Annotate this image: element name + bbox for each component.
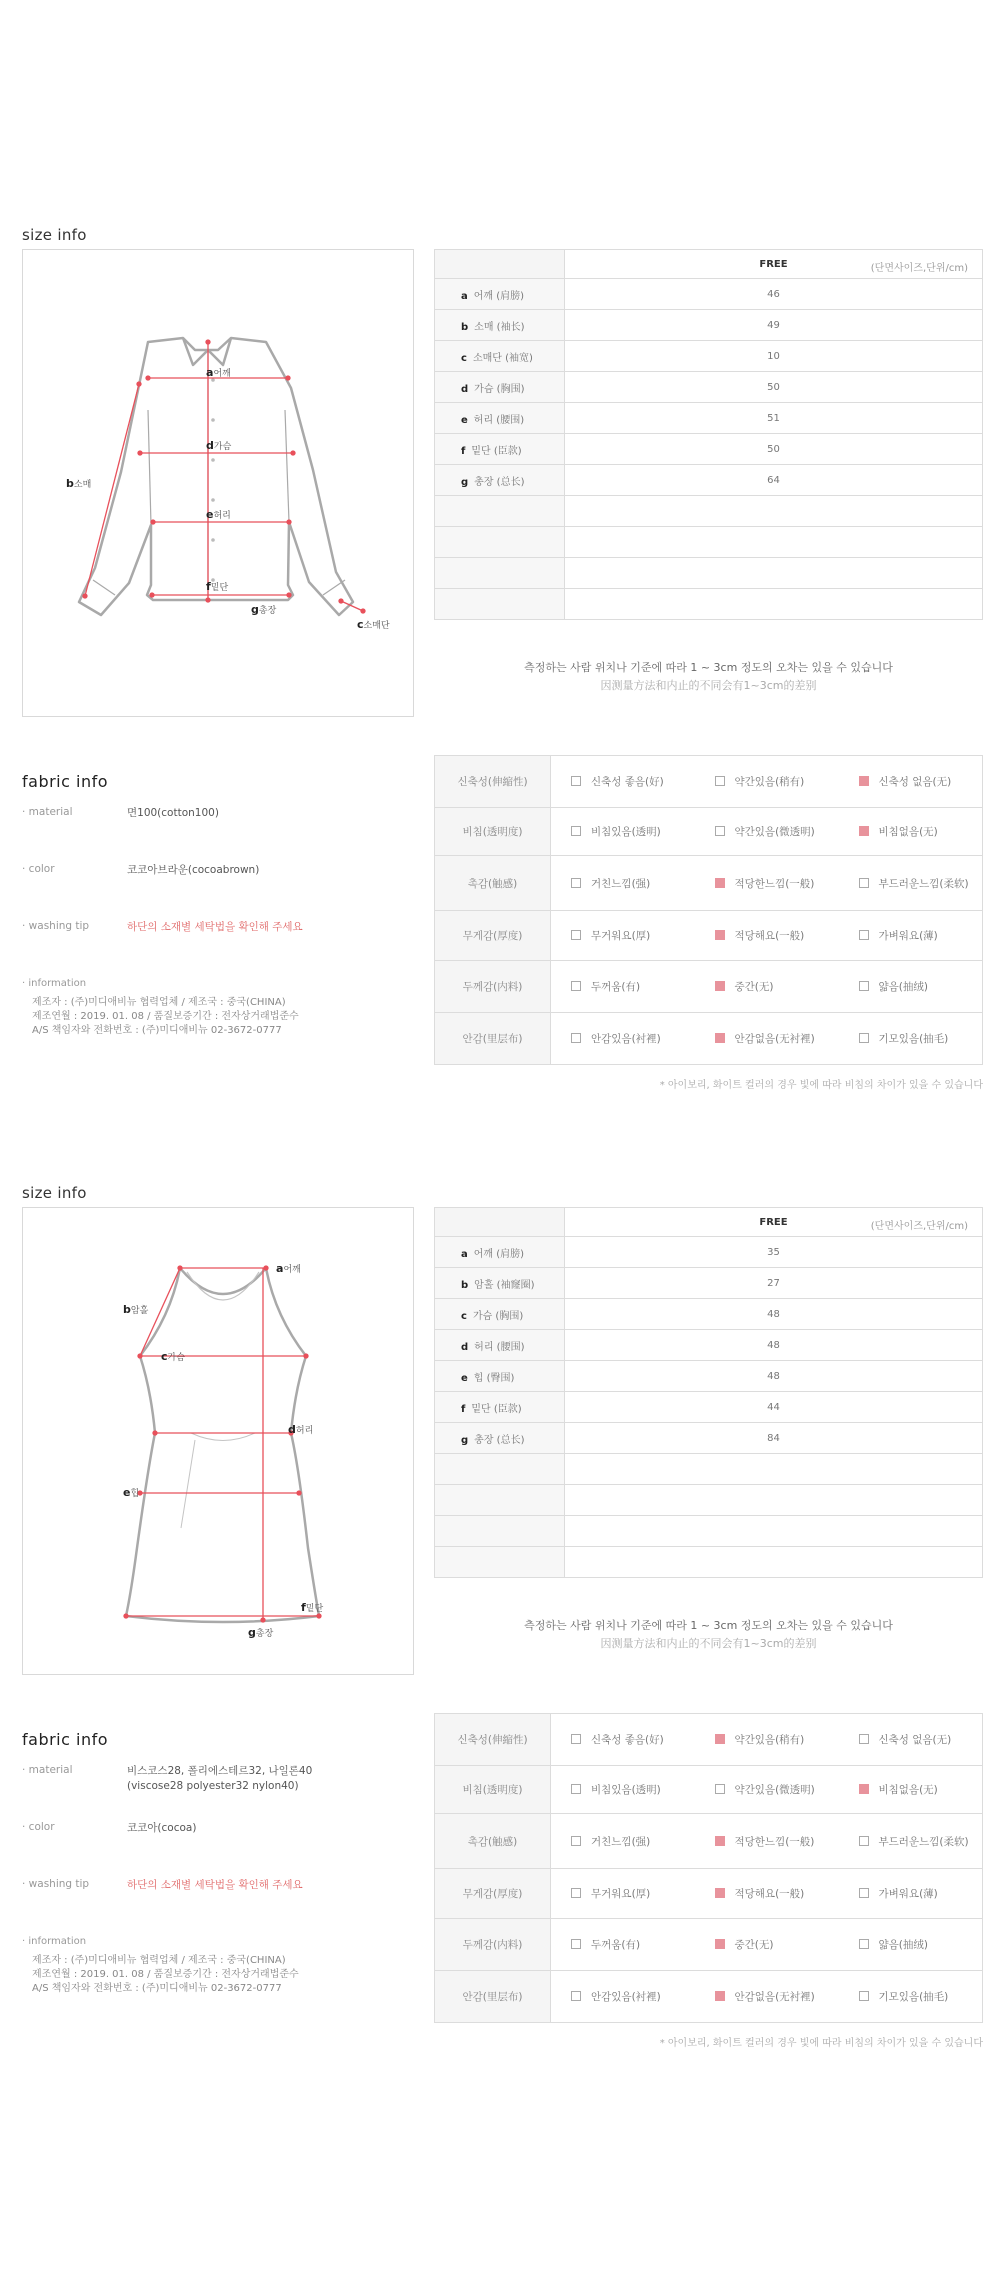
size-row-empty bbox=[435, 496, 983, 527]
size-table-header bbox=[435, 1208, 983, 1237]
fabric-row: 두께감(内料) 두꺼움(有) 중간(无) 얇음(抽绒) bbox=[435, 961, 983, 1013]
fabric-row: 신축성(伸縮性) 신축성 좋음(好) 약간있음(稍有) 신축성 없음(无) bbox=[435, 1714, 983, 1766]
fabric-note: * 아이보리, 화이트 컬러의 경우 빛에 따라 비침의 차이가 있을 수 있습니다 bbox=[659, 2038, 983, 2049]
size-row: d 가슴 (胸围) 50 bbox=[435, 372, 983, 403]
dress-size-diagram bbox=[22, 1207, 414, 1675]
checkbox bbox=[859, 1033, 869, 1043]
diagram-label-a: a어깨 bbox=[206, 366, 231, 379]
size-row-empty bbox=[435, 527, 983, 558]
checkbox-checked bbox=[715, 1734, 725, 1744]
size-row: f 밑단 (臣款) 44 bbox=[435, 1392, 983, 1423]
checkbox bbox=[571, 826, 581, 836]
checkbox bbox=[859, 1888, 869, 1898]
size-info-title: size info bbox=[22, 226, 87, 244]
fabric-table bbox=[434, 755, 983, 1065]
size-unit-label: (단면사이즈,단위/cm) bbox=[870, 262, 968, 274]
checkbox bbox=[571, 776, 581, 786]
size-row: e 힙 (臀围) 48 bbox=[435, 1361, 983, 1392]
diagram-label-a: a어깨 bbox=[276, 1262, 301, 1275]
checkbox bbox=[571, 981, 581, 991]
checkbox bbox=[859, 878, 869, 888]
checkbox-checked bbox=[859, 776, 869, 786]
checkbox-checked bbox=[715, 1836, 725, 1846]
fabric-row: 무게감(厚度) 무거워요(厚) 적당해요(一般) 가벼워요(薄) bbox=[435, 911, 983, 961]
checkbox bbox=[571, 1033, 581, 1043]
size-row-empty bbox=[435, 1516, 983, 1547]
diagram-label-b: b암홀 bbox=[123, 1303, 149, 1316]
checkbox bbox=[571, 1939, 581, 1949]
diagram-label-e: e허리 bbox=[206, 508, 231, 521]
size-row: f 밑단 (臣款) 50 bbox=[435, 434, 983, 465]
size-row-empty bbox=[435, 1485, 983, 1516]
checkbox bbox=[571, 930, 581, 940]
size-table bbox=[434, 1207, 983, 1578]
shirt-buttons bbox=[211, 378, 215, 582]
diagram-label-e: e힙 bbox=[123, 1486, 140, 1499]
shirt-outline bbox=[79, 338, 353, 615]
fabric-row: 신축성(伸縮性) 신축성 좋음(好) 약간있음(稍有) 신축성 없음(无) bbox=[435, 756, 983, 808]
size-row-empty bbox=[435, 1454, 983, 1485]
checkbox bbox=[859, 1836, 869, 1846]
fabric-row: 무게감(厚度) 무거워요(厚) 적당해요(一般) 가벼워요(薄) bbox=[435, 1869, 983, 1919]
checkbox bbox=[571, 878, 581, 888]
information-block: · information 제조자 : (주)미디애비뉴 협력업체 / 제조국 : 중국(CHINA) 제조연월 : 2019. 01. 08 / 품질보증기간 : 전자상거래법준수 A/S 책임자와 전화번호 : (주)미디애비뉴 02-3672-0777 bbox=[22, 978, 299, 1036]
checkbox bbox=[715, 826, 725, 836]
measurement-note: 측정하는 사람 위치나 기준에 따라 1 ~ 3cm 정도의 오차는 있을 수 있습니다 因测量方法和内止的不同会有1~3cm的差别 bbox=[524, 661, 893, 692]
size-table-header bbox=[435, 250, 983, 279]
size-row-empty bbox=[435, 589, 983, 620]
size-row-empty bbox=[435, 1547, 983, 1578]
diagram-label-d: d허리 bbox=[288, 1423, 314, 1436]
size-row: a 어깨 (肩膀) 46 bbox=[435, 279, 983, 310]
checkbox bbox=[859, 1734, 869, 1744]
checkbox bbox=[859, 1939, 869, 1949]
material-value: 면100(cotton100) bbox=[127, 807, 219, 819]
fabric-table bbox=[434, 1713, 983, 2023]
color-value: 코코아브라운(cocoabrown) bbox=[127, 864, 260, 876]
checkbox bbox=[715, 776, 725, 786]
information-block: · information 제조자 : (주)미디애비뉴 협력업체 / 제조국 : 중국(CHINA) 제조연월 : 2019. 01. 08 / 품질보증기간 : 전자상거래법준수 A/S 책임자와 전화번호 : (주)미디애비뉴 02-3672-0777 bbox=[22, 1936, 299, 1994]
material-value: 비스코스28, 폴리에스테르32, 나일론40 (viscose28 polyester32 nylon40) bbox=[127, 1765, 313, 1792]
diagram-label-c: c소매단 bbox=[357, 618, 390, 631]
checkbox-checked bbox=[715, 1939, 725, 1949]
size-row: e 허리 (腰围) 51 bbox=[435, 403, 983, 434]
size-table bbox=[434, 249, 983, 620]
diagram-label-f: f밑단 bbox=[301, 1601, 324, 1614]
size-row: c 가슴 (胸围) 48 bbox=[435, 1299, 983, 1330]
fabric-row: 비침(透明度) 비침있음(透明) 약간있음(微透明) 비침없음(无) bbox=[435, 1766, 983, 1814]
checkbox-checked bbox=[859, 826, 869, 836]
diagram-label-d: d가슴 bbox=[206, 439, 232, 452]
checkbox-checked bbox=[715, 878, 725, 888]
measurement-note: 측정하는 사람 위치나 기준에 따라 1 ~ 3cm 정도의 오차는 있을 수 있습니다 因测量方法和内止的不同会有1~3cm的差别 bbox=[524, 1619, 893, 1650]
diagram-label-f: f밑단 bbox=[206, 580, 229, 593]
color-value: 코코아(cocoa) bbox=[127, 1822, 197, 1834]
checkbox bbox=[859, 981, 869, 991]
shirt-size-diagram bbox=[22, 249, 414, 717]
fabric-note: * 아이보리, 화이트 컬러의 경우 빛에 따라 비침의 차이가 있을 수 있습니다 bbox=[659, 1080, 983, 1091]
size-row: g 총장 (总长) 64 bbox=[435, 465, 983, 496]
fabric-row: 두께감(内料) 두꺼움(有) 중간(无) 얇음(抽绒) bbox=[435, 1919, 983, 1971]
checkbox-checked bbox=[715, 1991, 725, 2001]
washing-tip-value: 하단의 소재별 세탁법을 확인해 주세요 bbox=[127, 1879, 303, 1891]
checkbox bbox=[571, 1836, 581, 1846]
size-row-empty bbox=[435, 558, 983, 589]
checkbox-checked bbox=[715, 1033, 725, 1043]
dress-outline bbox=[126, 1268, 319, 1622]
checkbox bbox=[571, 1991, 581, 2001]
diagram-label-g: g총장 bbox=[248, 1626, 274, 1639]
shirt-measure-lines bbox=[83, 340, 365, 613]
size-row: b 암홀 (袖窿圈) 27 bbox=[435, 1268, 983, 1299]
diagram-label-c: c가슴 bbox=[161, 1350, 185, 1363]
fabric-row: 촉감(触感) 거친느낌(强) 적당한느낌(一般) 부드러운느낌(柔软) bbox=[435, 856, 983, 911]
checkbox-checked bbox=[859, 1784, 869, 1794]
checkbox-checked bbox=[715, 1888, 725, 1898]
diagram-label-b: b소매 bbox=[66, 477, 92, 490]
fabric-row: 안감(里层布) 안감있음(衬裡) 안감없음(无衬裡) 기모있음(抽毛) bbox=[435, 1013, 983, 1065]
fabric-info-title: fabric info bbox=[22, 1730, 109, 1749]
size-row: b 소매 (袖长) 49 bbox=[435, 310, 983, 341]
size-column-free: FREE bbox=[759, 258, 788, 270]
size-row: d 허리 (腰围) 48 bbox=[435, 1330, 983, 1361]
fabric-row: 비침(透明度) 비침있음(透明) 약간있음(微透明) 비침없음(无) bbox=[435, 808, 983, 856]
checkbox-checked bbox=[715, 930, 725, 940]
checkbox bbox=[571, 1734, 581, 1744]
washing-tip-value: 하단의 소재별 세탁법을 확인해 주세요 bbox=[127, 921, 303, 933]
checkbox-checked bbox=[715, 981, 725, 991]
checkbox bbox=[571, 1888, 581, 1898]
size-row: g 총장 (总长) 84 bbox=[435, 1423, 983, 1454]
fabric-row: 안감(里层布) 안감있음(衬裡) 안감없음(无衬裡) 기모있음(抽毛) bbox=[435, 1971, 983, 2023]
diagram-label-g: g총장 bbox=[251, 603, 277, 616]
fabric-row: 촉감(触感) 거친느낌(强) 적당한느낌(一般) 부드러운느낌(柔软) bbox=[435, 1814, 983, 1869]
size-row: c 소매단 (袖宽) 10 bbox=[435, 341, 983, 372]
checkbox bbox=[859, 1991, 869, 2001]
size-row: a 어깨 (肩膀) 35 bbox=[435, 1237, 983, 1268]
size-unit-label: (단면사이즈,단위/cm) bbox=[870, 1220, 968, 1232]
size-column-free: FREE bbox=[759, 1216, 788, 1228]
size-info-title: size info bbox=[22, 1184, 87, 1202]
fabric-info-title: fabric info bbox=[22, 772, 109, 791]
checkbox bbox=[859, 930, 869, 940]
checkbox bbox=[715, 1784, 725, 1794]
checkbox bbox=[571, 1784, 581, 1794]
